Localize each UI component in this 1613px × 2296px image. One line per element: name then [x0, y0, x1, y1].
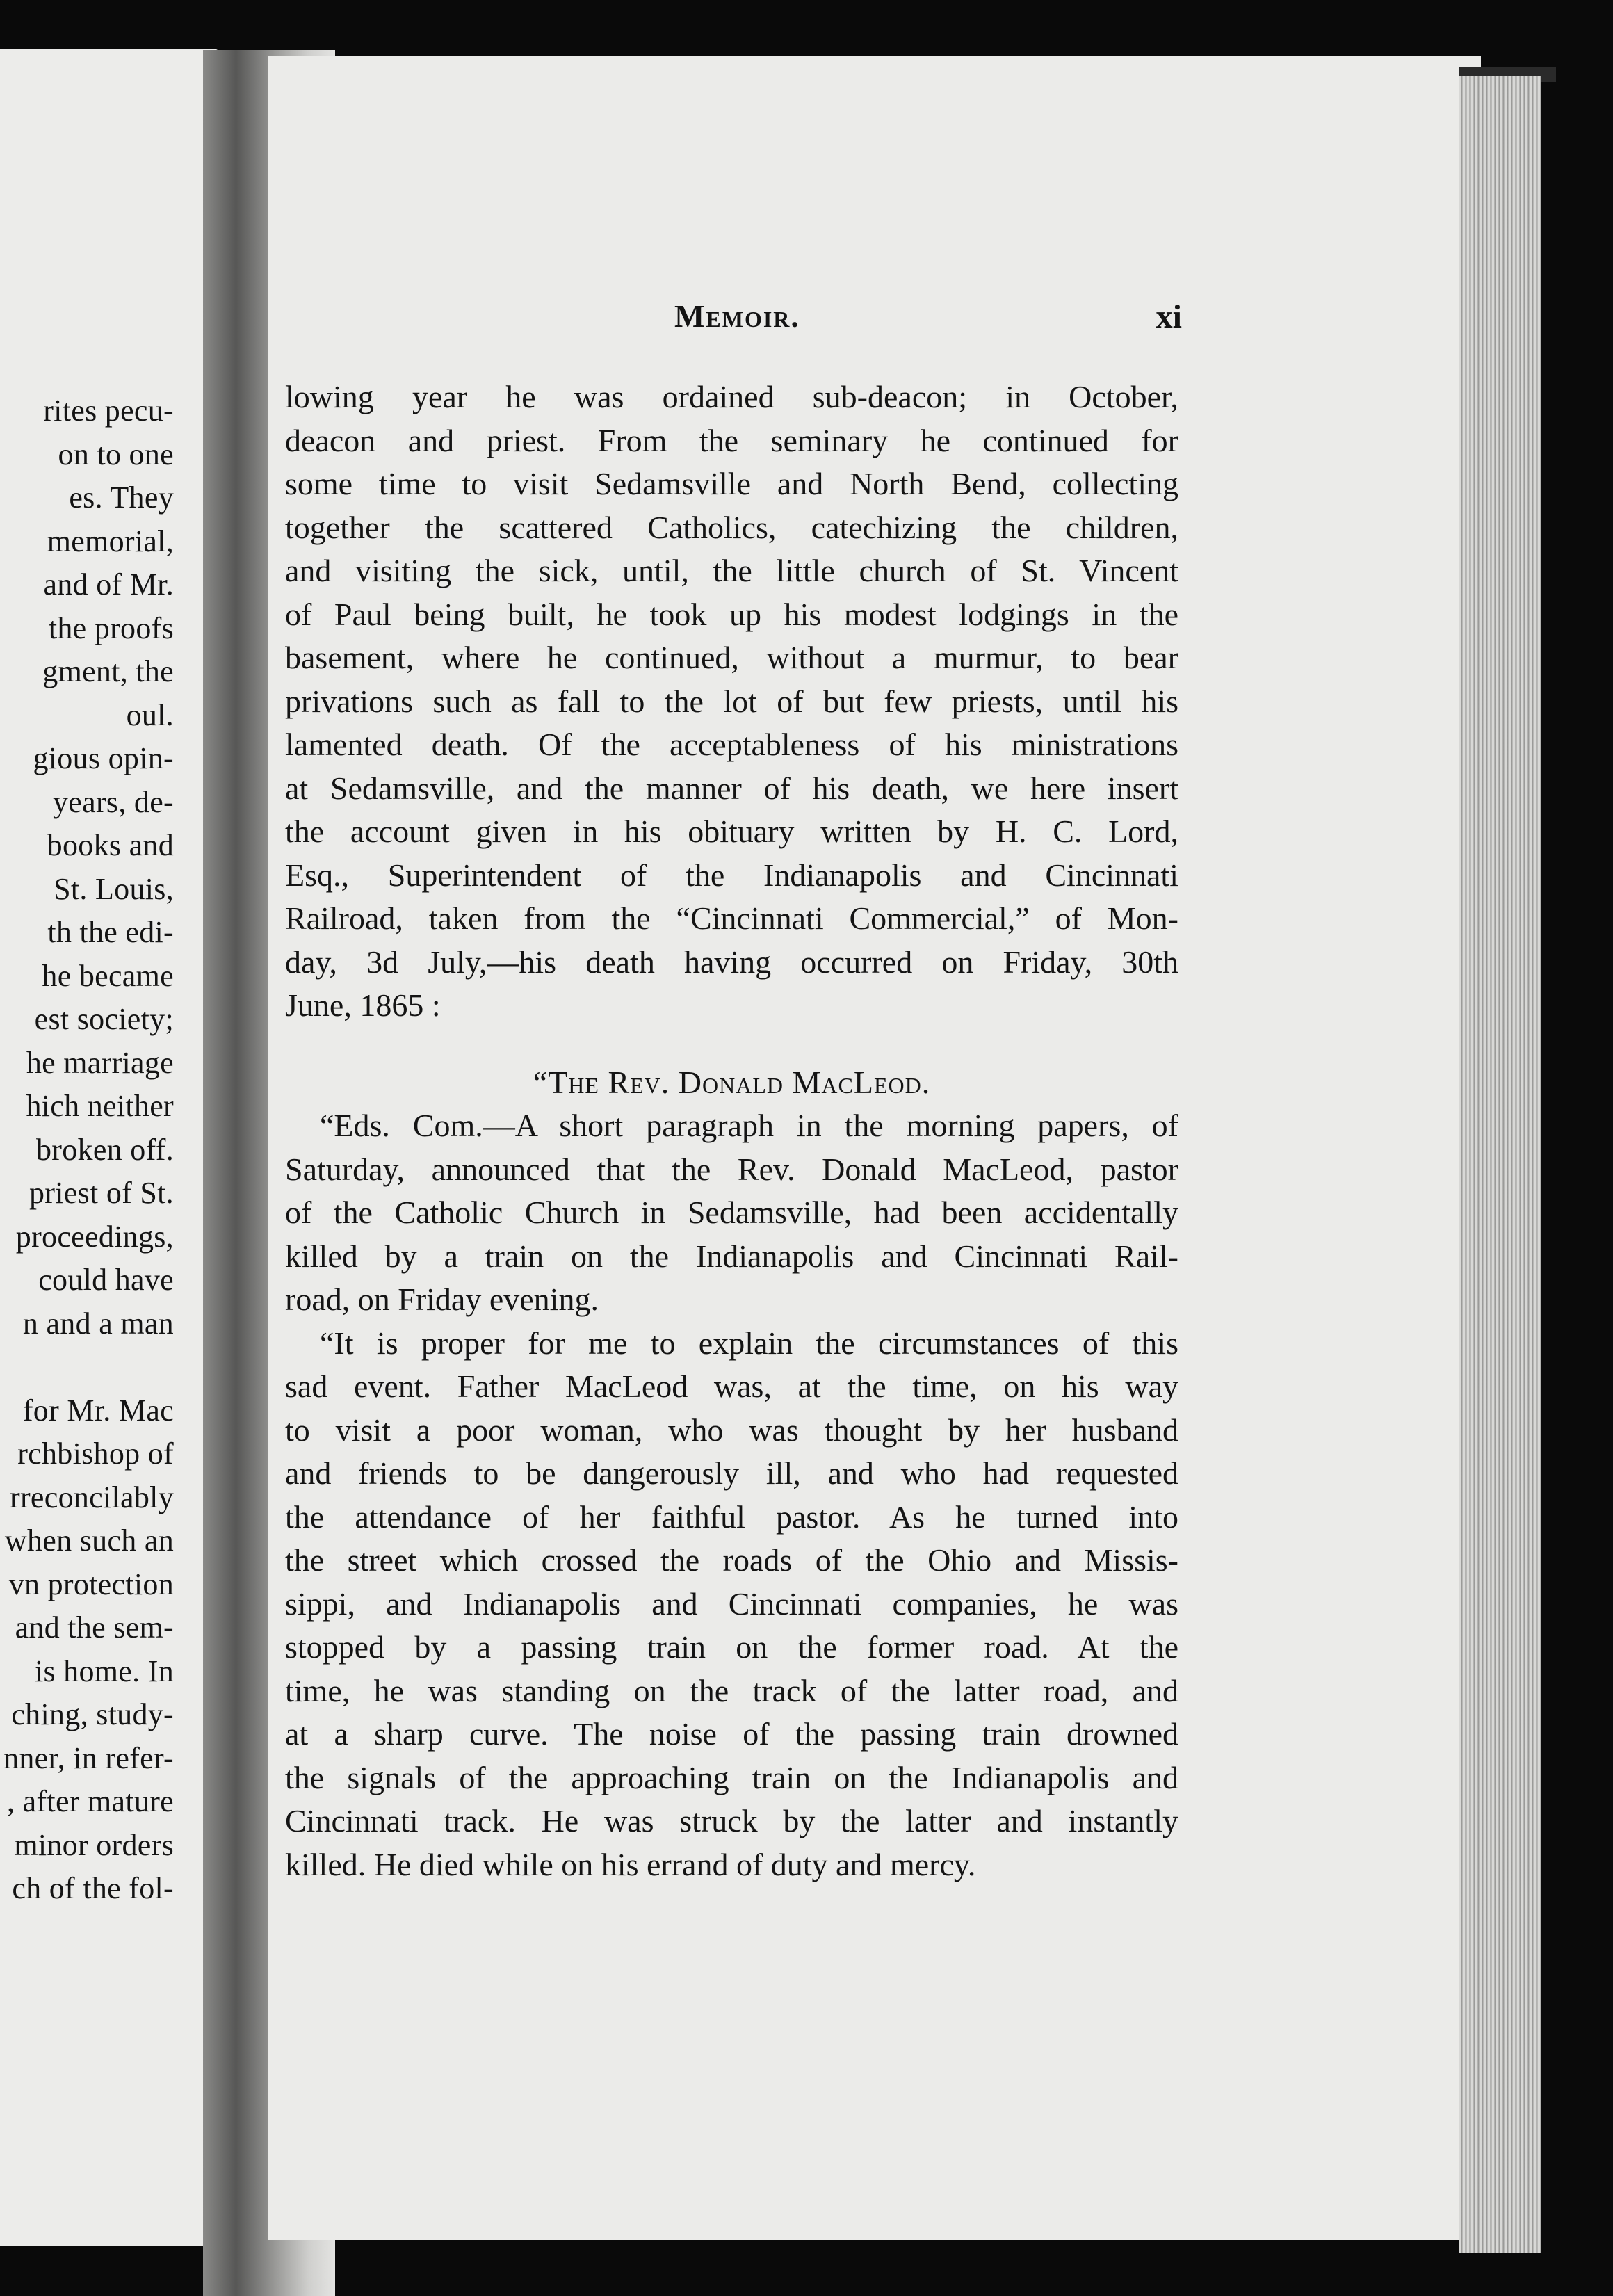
paragraph-1-line: at Sedamsville, and the manner of his death, we here insert — [285, 770, 1178, 806]
paragraph-3-line: the attendance of her faithful pastor. As he turned into — [285, 1498, 1178, 1535]
page-body — [285, 375, 1178, 1886]
left-page-fragment-line: minor orders — [14, 1827, 174, 1862]
paragraph-1-line: of Paul being built, he took up his modest lodgings in the — [285, 596, 1178, 632]
left-page-fragment-line: on to one — [58, 437, 174, 471]
paragraph-1-line: lamented death. Of the acceptableness of his ministrations — [285, 727, 1178, 762]
left-page-fragment-line: gious opin- — [33, 741, 174, 775]
running-title: Memoir. — [674, 298, 800, 334]
left-page-fragment-line: and of Mr. — [43, 567, 174, 601]
left-page-fragment-line: proceedings, — [15, 1219, 174, 1254]
left-page-fragment-line: est society; — [34, 1002, 174, 1036]
paragraph-1-line: deacon and priest. From the seminary he continued for — [285, 422, 1178, 458]
paragraph-2-line: “Eds. Com.—A short paragraph in the morning papers, of — [320, 1108, 1178, 1143]
left-page-fragment-line: could have — [38, 1263, 174, 1297]
paragraph-3-line: at a sharp curve. The noise of the passing train drowned — [285, 1716, 1178, 1752]
paragraph-1-line: day, 3d July,—his death having occurred on Friday, 30th — [285, 944, 1178, 980]
left-page-fragment-line: years, de- — [52, 784, 174, 819]
paragraph-1-line: Railroad, taken from the “Cincinnati Commercial,” of Mon- — [285, 900, 1178, 936]
left-page-fragment-line: gment, the — [42, 654, 174, 688]
left-page-fragment-line: St. Louis, — [54, 871, 174, 906]
running-header — [660, 298, 1189, 346]
left-page-fragment-line: th the edi- — [47, 915, 174, 949]
paragraph-3-line: stopped by a passing train on the former road. At the — [285, 1629, 1178, 1665]
paragraph-3-line: the signals of the approaching train on the Indianapolis and — [285, 1759, 1178, 1795]
paragraph-3-line: Cincinnati track. He was struck by the latter and instantly — [285, 1803, 1178, 1838]
left-page-fragment-line: es. They — [69, 480, 174, 515]
paragraph-3 — [285, 1322, 1178, 1887]
left-page-fragment-line: and the sem- — [15, 1610, 174, 1644]
section-gap — [285, 1028, 1178, 1061]
left-page-fragment-line: nner, in refer- — [3, 1740, 174, 1775]
paragraph-1-line: Esq., Superintendent of the Indianapolis and Cincinnati — [285, 857, 1178, 893]
paragraph-3-line: sad event. Father MacLeod was, at the time, on his way — [285, 1368, 1178, 1404]
paragraph-1-line: privations such as fall to the lot of but few priests, until his — [285, 683, 1178, 719]
paragraph-1-line: and visiting the sick, until, the little church of St. Vincent — [285, 553, 1178, 588]
paragraph-1-line: some time to visit Sedamsville and North Bend, collecting — [285, 466, 1178, 501]
left-page-fragment-line: rchbishop of — [17, 1437, 174, 1471]
left-page-fragment-line: oul. — [126, 697, 174, 732]
paragraph-2-line: Saturday, announced that the Rev. Donald MacLeod, pastor — [285, 1151, 1178, 1187]
paragraph-1-line: June, 1865 : — [285, 987, 441, 1023]
left-page-fragment-line: ching, study- — [11, 1697, 174, 1731]
paragraph-1-line: together the scattered Catholics, catechizing the children, — [285, 509, 1178, 545]
paragraph-1-line: lowing year he was ordained sub-deacon; in October, — [285, 379, 1178, 414]
left-page-fragment-line: for Mr. Mac — [22, 1393, 174, 1428]
left-page-fragment-line: hich neither — [26, 1089, 174, 1123]
paragraph-3-line: “It is proper for me to explain the circumstances of this — [320, 1325, 1178, 1361]
paragraph-3-line: time, he was standing on the track of the latter road, and — [285, 1672, 1178, 1708]
left-page-fragment-line: he became — [42, 958, 174, 993]
paragraph-3-line: the street which crossed the roads of the Ohio and Missis- — [285, 1542, 1178, 1578]
left-page-text-fragments — [0, 49, 222, 2246]
paragraph-3-line: killed. He died while on his errand of duty and mercy. — [285, 1846, 976, 1882]
paragraph-1-line: the account given in his obituary written by H. C. Lord, — [285, 814, 1178, 849]
left-page-fragment-line: memorial, — [47, 524, 174, 558]
left-page-fragment-line: books and — [47, 828, 174, 862]
paragraph-3-line: and friends to be dangerously ill, and who had requested — [285, 1455, 1178, 1491]
left-page-fragment-line: , after mature — [7, 1784, 174, 1818]
left-page-fragment-line: broken off. — [36, 1132, 174, 1167]
paragraph-2 — [285, 1104, 1178, 1322]
left-page-fragment-line: rreconcilably — [10, 1480, 174, 1514]
left-page-fragment-line: the proofs — [48, 611, 174, 645]
section-heading: “The Rev. Donald MacLeod. — [533, 1064, 931, 1100]
paragraph-2-line: of the Catholic Church in Sedamsville, had been accidentally — [285, 1195, 1178, 1230]
paragraph-3-line: to visit a poor woman, who was thought by her husband — [285, 1412, 1178, 1448]
paragraph-3-line: sippi, and Indianapolis and Cincinnati companies, he was — [285, 1585, 1178, 1622]
left-page-fragment-line: when such an — [4, 1523, 174, 1558]
left-page-fragment-line: n and a man — [22, 1306, 174, 1341]
page-block-edge — [1459, 76, 1541, 2253]
left-page-fragment-line: he marriage — [26, 1045, 174, 1080]
left-page-fragment-line: priest of St. — [29, 1176, 174, 1210]
paragraph-1 — [285, 375, 1178, 1028]
left-page-fragment-line: rites pecu- — [43, 394, 174, 428]
paragraph-1-line: basement, where he continued, without a murmur, to bear — [285, 640, 1178, 675]
paragraph-2-line: killed by a train on the Indianapolis and Cincinnati Rail- — [285, 1238, 1178, 1274]
left-page-fragment-line: vn protection — [8, 1567, 174, 1601]
left-facing-page — [0, 49, 222, 2246]
page-number: xi — [1156, 298, 1182, 335]
left-page-fragment-line: ch of the fol- — [12, 1871, 174, 1905]
paragraph-2-line: road, on Friday evening. — [285, 1282, 599, 1317]
left-page-fragment-line: is home. In — [34, 1654, 174, 1688]
